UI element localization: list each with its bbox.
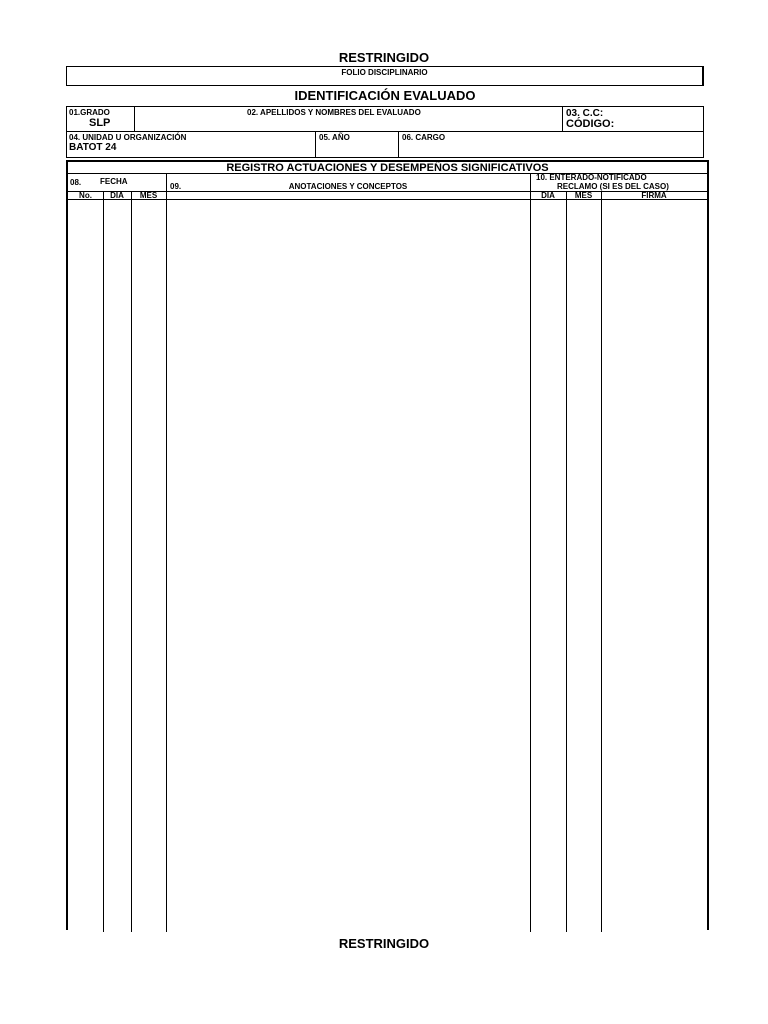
folio-title: FOLIO DISCIPLINARIO (341, 68, 428, 77)
fecha-number: 08. (70, 178, 82, 187)
fecha-label: FECHA (100, 177, 128, 186)
grado-label: 01.GRADO (69, 108, 110, 117)
id-divider-1 (134, 107, 135, 131)
id-divider-2 (562, 107, 563, 131)
enterado-label: 10. ENTERADO-NOTIFICADO (536, 173, 647, 182)
anotaciones-number: 09. (170, 182, 182, 191)
classification-top: RESTRINGIDO (338, 50, 430, 65)
grado-value: SLP (89, 117, 111, 129)
col-dia2-label: DIA (541, 191, 555, 200)
col-mes-label: MES (139, 191, 158, 200)
registry-title: REGISTRO ACTUACIONES Y DESEMPEÑOS SIGNIFICATIVOS (226, 162, 549, 174)
cargo-label: 06. CARGO (402, 133, 446, 142)
identification-title: IDENTIFICACIÓN EVALUADO (294, 88, 476, 103)
col-line-dia (131, 191, 132, 932)
col-line-no (103, 191, 104, 932)
unidad-value: BATOT 24 (69, 142, 117, 153)
id-divider-3 (315, 131, 316, 157)
anio-label: 05. AÑO (319, 133, 350, 142)
col-line-mes2 (601, 191, 602, 932)
col-mes2-label: MES (574, 191, 593, 200)
classification-bottom: RESTRINGIDO (338, 936, 430, 951)
unidad-label: 04. UNIDAD U ORGANIZACIÓN (69, 133, 187, 142)
col-line-anotaciones (530, 173, 531, 932)
id-divider-4 (398, 131, 399, 157)
col-line-mes (166, 173, 167, 932)
identification-box (66, 106, 704, 158)
codigo-label: CÓDIGO: (566, 118, 615, 130)
reclamo-label: RECLAMO (SI ES DEL CASO) (557, 182, 669, 191)
col-firma-label: FIRMA (641, 191, 667, 200)
apellidos-label: 02. APELLIDOS Y NOMBRES DEL EVALUADO (247, 108, 421, 117)
id-row-divider (67, 131, 703, 132)
folio-box (66, 66, 704, 86)
cc-label: 03. C.C: (566, 108, 604, 119)
col-dia-label: DIA (110, 191, 124, 200)
anotaciones-label: ANOTACIONES Y CONCEPTOS (288, 182, 408, 191)
col-line-dia2 (566, 191, 567, 932)
col-no-label: No. (79, 191, 92, 200)
registry-table (66, 160, 709, 930)
